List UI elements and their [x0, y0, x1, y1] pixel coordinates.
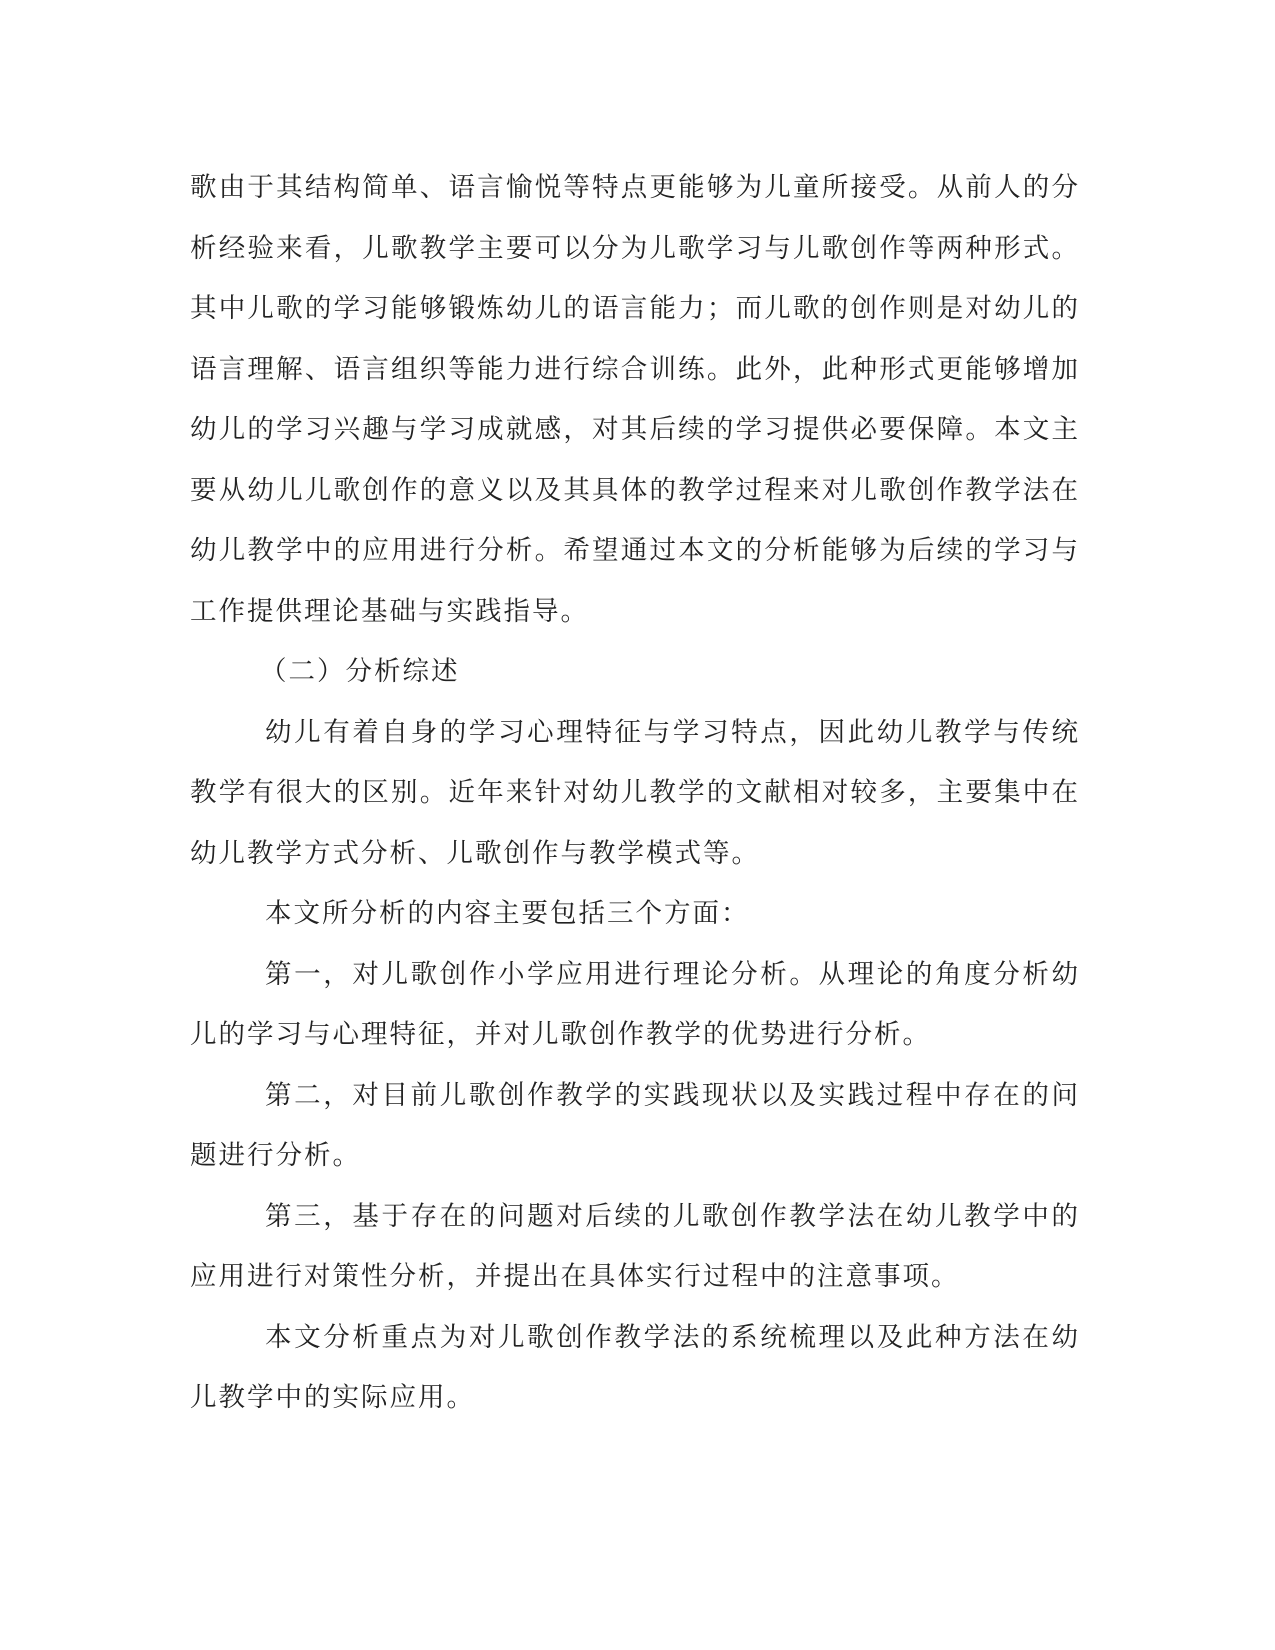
document-body [190, 158, 1080, 1429]
paragraph-intro-continued: 歌由于其结构简单、语言愉悦等特点更能够为儿童所接受。从前人的分析经验来看，儿歌教学主要可以分为儿歌学习与儿歌创作等两种形式。其中儿歌的学习能够锻炼幼儿的语言能力；而儿歌的创作则是对幼儿的语言理解、语言组织等能力进行综合训练。此外，此种形式更能够增加幼儿的学习兴趣与学习成就感，对其后续的学习提供必要保障。本文主要从幼儿儿歌创作的意义以及其具体的教学过程来对儿歌创作教学法在幼儿教学中的应用进行分析。希望通过本文的分析能够为后续的学习与工作提供理论基础与实践指导。 [190, 172, 1080, 627]
paragraph-point-one: 第一，对儿歌创作小学应用进行理论分析。从理论的角度分析幼儿的学习与心理特征，并对儿歌创作教学的优势进行分析。 [190, 958, 1080, 1050]
paragraph-point-three: 第三，基于存在的问题对后续的儿歌创作教学法在幼儿教学中的应用进行对策性分析，并提出在具体实行过程中的注意事项。 [190, 1200, 1080, 1292]
paragraph-summary: 幼儿有着自身的学习心理特征与学习特点，因此幼儿教学与传统教学有很大的区别。近年来针对幼儿教学的文献相对较多，主要集中在幼儿教学方式分析、儿歌创作与教学模式等。 [190, 716, 1080, 869]
paragraph-scope: 本文所分析的内容主要包括三个方面： [265, 898, 750, 929]
section-heading-analysis-summary: （二）分析综述 [260, 656, 460, 687]
paragraph-point-two: 第二，对目前儿歌创作教学的实践现状以及实践过程中存在的问题进行分析。 [190, 1079, 1080, 1171]
paragraph-focus: 本文分析重点为对儿歌创作教学法的系统梳理以及此种方法在幼儿教学中的实际应用。 [190, 1321, 1080, 1413]
